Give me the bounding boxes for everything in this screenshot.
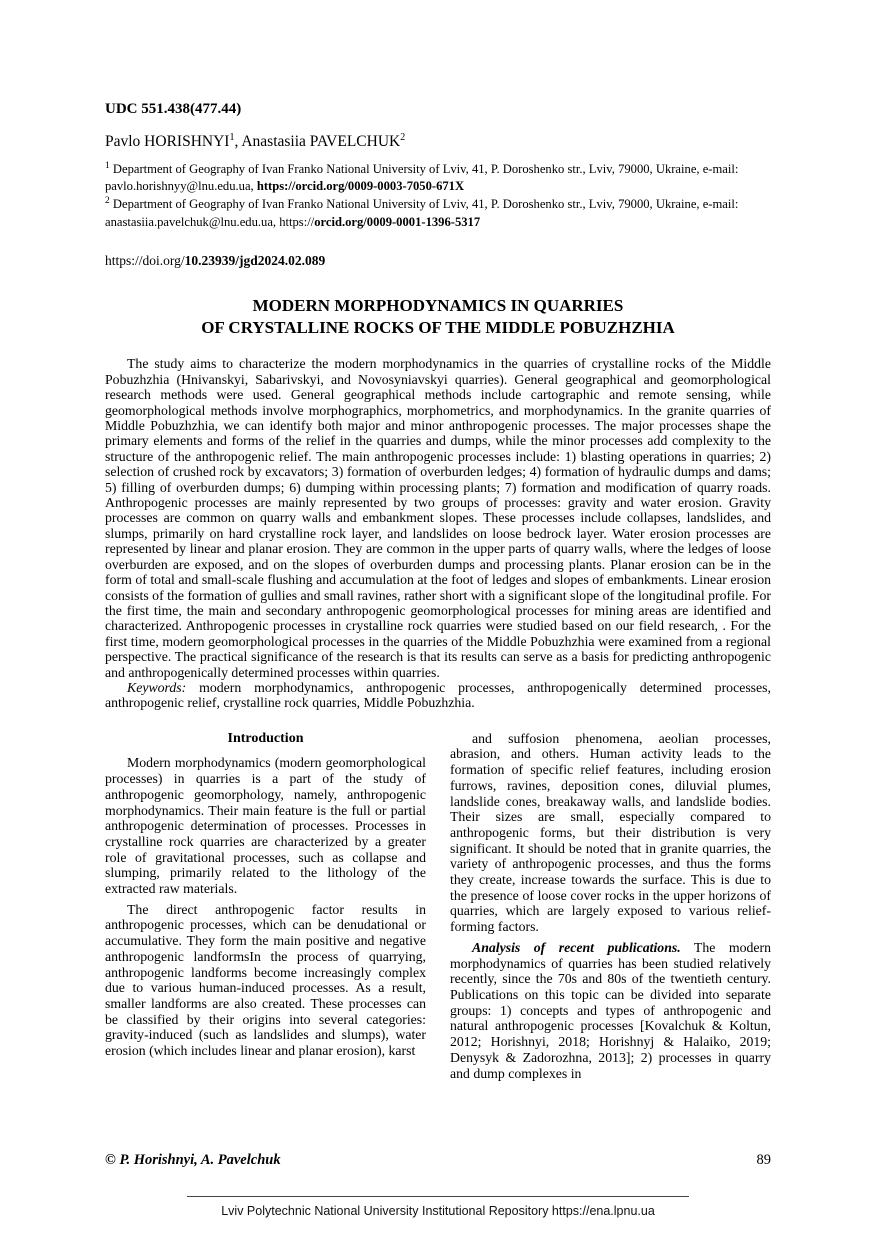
affiliation-2-text: Department of Geography of Ivan Franko National University of Lviv, 41, P. Doroshenko str., Lviv, 79000, Ukraine, e-mail: anastasiia.pavelchuk@lnu.edu.ua, <box>105 197 739 229</box>
keywords-paragraph <box>105 680 771 711</box>
author-2-affiliation-ref: 2 <box>400 132 406 143</box>
page-content <box>105 0 771 1081</box>
copyright-notice: © P. Horishnyi, A. Pavelchuk <box>105 1152 281 1168</box>
page-footer <box>105 1152 771 1169</box>
affiliation-1-text: Department of Geography of Ivan Franko National University of Lviv, 41, P. Doroshenko str., Lviv, 79000, Ukraine, e-mail: pavlo.horishnyy@lnu.edu.ua, <box>105 162 739 194</box>
doi-line <box>105 253 771 269</box>
doi-prefix: https://doi.org/ <box>105 252 185 268</box>
author-1-name: Pavlo HORISHNYI <box>105 133 230 151</box>
repository-stamp-inner <box>187 1196 689 1218</box>
analysis-run-in-heading: Analysis of recent publications. <box>472 939 681 955</box>
affiliation-2-orcid-prefix: https:// <box>279 214 315 229</box>
author-separator: , <box>234 133 242 151</box>
affiliations-block <box>105 160 771 230</box>
authors-line <box>105 132 771 151</box>
paper-title-line-2: OF CRYSTALLINE ROCKS OF THE MIDDLE POBUZHZHIA <box>201 317 675 337</box>
repository-label: Lviv Polytechnic National University Institutional Repository <box>221 1204 552 1218</box>
affiliation-2-ref-mark: 2 <box>105 196 110 207</box>
introduction-paragraph-3: and suffosion phenomena, aeolian processes, abrasion, and others. Human activity leads to the formation of specific relief features, including erosion furrows, ravines, deposition cones, diluvial plumes, landslide cones, breakaway walls, and landslide bodies. Their sizes are small, especially compared to anthropogenic forms, but their distribution is very significant. It should be noted that in granite quarries, the variety of anthropogenic processes, and thus the forms they create, increase towards the surface. This is due to the presence of loose cover rocks in the upper horizons of quarries, which are largely exposed to various relief-forming factors. <box>450 730 771 935</box>
analysis-text: The modern morphodynamics of quarries has been studied relatively recently, since the 70s and 80s of the twentieth century. Publications on this topic can be divided into separate groups: 1) concepts and types of anthropogenic and natural anthropogenic processes [Kovalchuk & Koltun, 2012; Horishnyi, 2018; Horishnyj & Halaiko, 2019; Denysyk & Zadorozhna, 2013]; 2) processes in quarry and dump complexes in <box>450 939 772 1081</box>
affiliation-1-ref-mark: 1 <box>105 161 110 172</box>
udc-code: UDC 551.438(477.44) <box>105 101 242 117</box>
abstract-paragraph: The study aims to characterize the modern morphodynamics in the quarries of crystalline rocks of the Middle Pobuzhzhia (Hnivanskyi, Sabarivskyi, and Novosyniavskyi quarries). General geographical and geomorphological research methods were used. General geographical methods include cartographic and remote sensing, while geomorphological methods involve morphographics, morphometrics, and morphodynamics. In the granite quarries of Middle Pobuzhzhia, we can identify both major and minor anthropogenic processes. The major processes shape the primary elements and forms of the relief in the quarries and dumps, while the minor processes add complexity to the structure of the anthropogenic relief. The main anthropogenic processes include: 1) blasting operations in quarries; 2) selection of crushed rock by excavators; 3) formation of overburden ledges; 4) formation of hydraulic dumps and dams; 5) filling of overburden dumps; 6) dumping within processing plants; 7) formation and modification of quarry roads. Anthropogenic processes are mainly represented by two groups of processes: gravity and water erosion. Gravity processes are common on quarry walls and embankment slopes. These processes include collapses, landslides, and slumps, primarily on hard crystalline rock layer, and landslides on loose bedrock layer. Water erosion processes are represented by linear and planar erosion. They are common in the upper parts of quarry walls, where the ledges of loose overburden are exposed, and on the slopes of overburden dumps and processing plants. Planar erosion can be in the form of total and small-scale flushing and accumulation at the foot of ledges and slopes of embankments. Linear erosion consists of the formation of gullies and small ravines, rather short with a significant slope of the longitudinal profile. For the first time, the main and secondary anthropogenic geomorphological processes for mining areas are identified and characterized. Anthropogenic processes in crystalline rock quarries were studied based on our field research, . For the first time, modern geomorphological processes in the quarries of the Middle Pobuzhzhia were examined from a regional perspective. The practical significance of the research is that its results can serve as a basis for predicting anthropogenic and anthropogenically determined processes within quarries. <box>105 356 771 680</box>
introduction-paragraph-2: The direct anthropogenic factor results in anthropogenic processes, which can be denudational or accumulative. They form the main positive and negative anthropogenic landformsIn the process of quarrying, anthropogenic landforms become increasingly complex due to various human-induced processes. As a result, smaller landforms are also created. These processes can be classified by their origins into several categories: gravity-induced (such as landslides and slumps), water erosion (which includes linear and planar erosion), karst <box>105 901 426 1059</box>
affiliation-2 <box>105 195 771 230</box>
author-1-orcid-link[interactable]: https://orcid.org/0009-0003-7050-671X <box>256 179 465 194</box>
doi-link[interactable]: 10.23939/jgd2024.02.089 <box>184 252 326 268</box>
paper-title <box>105 295 771 340</box>
introduction-paragraph-1: Modern morphodynamics (modern geomorphological processes) in quarries is a part of the study of anthropogenic geomorphology, namely, anthropogenic morphodynamics. Their main feature is the full or partial anthropogenic determination of processes. Processes in crystalline rock quarries are characterized by a greater role of gravitational processes, such as collapse and slumping, primarily related to the lithology of the extracted raw materials. <box>105 755 426 897</box>
author-2-name: Anastasiia PAVELCHUK <box>241 133 401 151</box>
page-number: 89 <box>756 1152 771 1168</box>
author-1-affiliation-ref: 1 <box>229 132 235 143</box>
keywords-label: Keywords: <box>127 679 187 695</box>
section-heading-introduction: Introduction <box>227 730 304 746</box>
analysis-paragraph <box>450 940 771 1081</box>
right-column <box>450 731 771 1081</box>
repository-url-link[interactable]: https://ena.lpnu.ua <box>551 1204 655 1218</box>
repository-stamp <box>0 1196 876 1218</box>
left-column <box>105 731 426 1081</box>
paper-title-line-1: MODERN MORPHODYNAMICS IN QUARRIES <box>252 295 624 315</box>
keywords-text: modern morphodynamics, anthropogenic processes, anthropogenically determined processes, anthropogenic relief, crystalline rock quarries, Middle Pobuzhzhia. <box>105 679 771 711</box>
two-column-section <box>105 731 771 1081</box>
author-2-orcid-link[interactable]: orcid.org/0009-0001-1396-5317 <box>314 214 481 229</box>
affiliation-1 <box>105 160 771 195</box>
